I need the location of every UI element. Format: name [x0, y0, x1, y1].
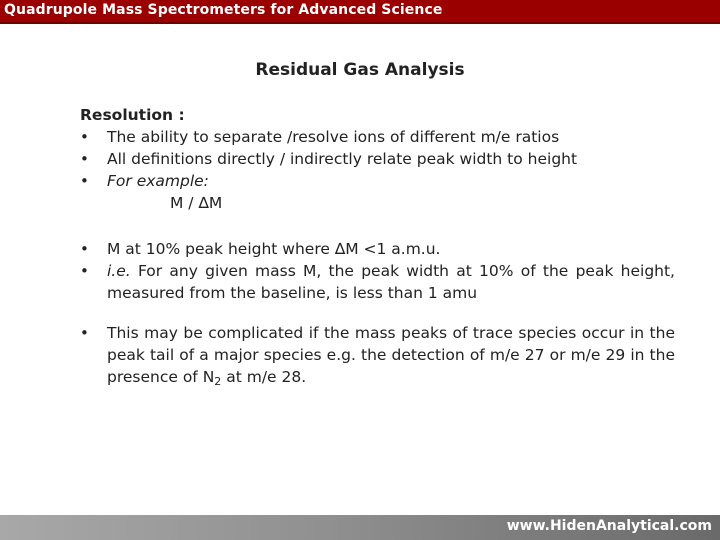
bullet-icon: • [80, 262, 89, 280]
list-item-text: All definitions directly / indirectly relate peak width to height [107, 150, 578, 168]
list-item [80, 170, 680, 192]
list-item-text: This may be complicated if the mass peaks of trace species occur in the peak tail of a major species e.g. the detection of m/e 27 or m/e 29 in the presence of N [107, 324, 675, 386]
header-bar [0, 0, 720, 24]
resolution-label: Resolution : [80, 106, 185, 124]
list-item-text: For example: [107, 172, 209, 190]
slide-content [80, 106, 680, 393]
list-item [80, 148, 680, 170]
resolution-formula: M / ∆M [170, 194, 223, 212]
bullet-icon: • [80, 324, 89, 342]
list-item [80, 322, 675, 393]
slide-title: Residual Gas Analysis [255, 60, 465, 80]
subscript-2: 2 [214, 375, 222, 388]
list-item-tail: at m/e 28. [221, 368, 307, 386]
footer-bar [0, 515, 720, 540]
ie-label: i.e. [107, 262, 131, 280]
list-item [80, 260, 675, 304]
bullet-icon: • [80, 150, 89, 168]
list-item-text: M at 10% peak height where ∆M <1 a.m.u. [107, 240, 441, 258]
bullet-icon: • [80, 240, 89, 258]
header-title: Quadrupole Mass Spectrometers for Advanced Science [4, 2, 443, 18]
bullet-list-2 [80, 238, 680, 304]
bullet-list-1 [80, 126, 680, 192]
list-item-text: For any given mass M, the peak width at 10% of the peak height, measured from the baseline, is less than 1 amu [107, 262, 675, 302]
footer-url: www.HidenAnalytical.com [506, 518, 712, 534]
bullet-icon: • [80, 128, 89, 146]
list-item-text: The ability to separate /resolve ions of different m/e ratios [107, 128, 560, 146]
bullet-icon: • [80, 172, 89, 190]
list-item [80, 126, 680, 148]
list-item [80, 238, 680, 260]
bullet-list-3 [80, 322, 680, 393]
